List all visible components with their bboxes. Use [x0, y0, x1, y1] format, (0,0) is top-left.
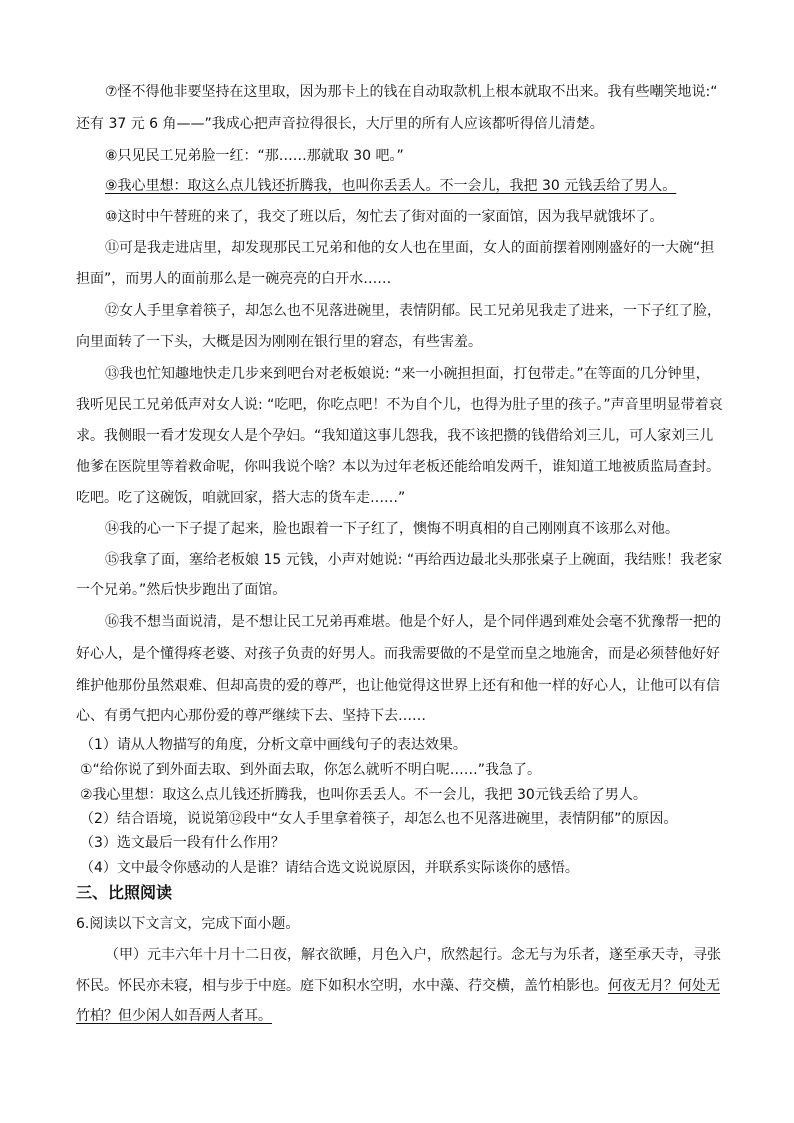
paragraph-13-line-3: 求。我侧眼一看才发现女人是个孕妇。“我知道这事儿怨我，我不该把攒的钱借给刘三儿，可人家刘三儿 [76, 428, 714, 444]
paragraph-13-line-5: 吃吧。吃了这碗饭，咱就回家，搭大志的货车走……” [76, 490, 406, 506]
classical-text-line-1: （甲）元丰六年十月十二日夜，解衣欲睡，月色入户，欣然起行。念无与为乐者，遂至承天寺，寻张 [105, 947, 721, 963]
classical-text-line-3-underlined: 竹柏？但少闲人如吾两人者耳。 [76, 1008, 272, 1024]
question-3: （3）选文最后一段有什么作用？ [80, 835, 285, 851]
paragraph-9-underlined: ⑨我心里想：取这么点儿钱还折腾我，也叫你丢丢人。不一会儿，我把 30 元钱丢给了男人。 [105, 178, 677, 194]
paragraph-12-line-2: 向里面转了一下头，大概是因为刚刚在银行里的窘态，有些害羞。 [76, 334, 482, 350]
paragraph-12-line-1: ⑫女人手里拿着筷子，却怎么也不见落进碗里，表情阴郁。民工兄弟见我走了进来，一下子红了脸， [105, 303, 721, 319]
paragraph-7-line-1: ⑦怪不得他非要坚持在这里取，因为那卡上的钱在自动取款机上根本就取不出来。我有些嘲笑地说:“ [105, 84, 718, 100]
paragraph-11-line-2: 担面”，而男人的面前那么是一碗亮亮的白开水…… [76, 271, 392, 287]
paragraph-16-line-4: 心、有勇气把内心那份爱的尊严继续下去、坚持下去…… [76, 708, 426, 724]
paragraph-11-line-1: ⑪可是我走进店里，却发现那民工兄弟和他的女人也在里面，女人的面前摆着刚刚盛好的一大碗“担 [105, 240, 715, 256]
question-1-item-1: ①“给你说了到外面去取、到外面去取，你怎么就听不明白呢……”我急了。 [80, 762, 542, 778]
paragraph-13-line-1: ⑬我也忙知趣地快走几步来到吧台对老板娘说: “来一小碗担担面，打包带走。”在等面的几分钟里， [105, 366, 710, 382]
paragraph-16-line-2: 好心人，是个懂得疼老婆、对孩子负责的好男人。而我需要做的不是堂而皇之地施舍，而是必须替他好好 [76, 646, 720, 662]
paragraph-13-line-2: 我听见民工兄弟低声对女人说: “吃吧，你吃点吧！不为自个儿，也得为肚子里的孩子。”声音里明显带着哀 [76, 397, 723, 413]
question-2: （2）结合语境，说说第⑫段中“女人手里拿着筷子，却怎么也不见落进碗里，表情阴郁”的原因。 [80, 811, 678, 827]
question-1-item-2: ②我心里想：取这么点儿钱还折腾我，也叫你丢丢人。不一会儿，我把 30元钱丢给了男人。 [80, 787, 647, 803]
paragraph-7-line-2: 还有 37 元 6 角——”我成心把声音拉得很长，大厅里的所有人应该都听得倍儿清楚。 [76, 116, 604, 132]
classical-text-line-2-plain: 怀民。怀民亦未寝，相与步于中庭。庭下如积水空明，水中藻、荇交横，盖竹柏影也。 [76, 978, 608, 994]
paragraph-16-line-1: ⑯我不想当面说清，是不想让民工兄弟再难堪。他是个好人，是个同伴遇到难处会毫不犹豫帮一把的 [105, 614, 721, 630]
paragraph-15-line-2: 一个兄弟。”然后快步跑出了面馆。 [76, 582, 287, 598]
paragraph-13-line-4: 他爹在医院里等着救命呢，你叫我说个啥？本以为过年老板还能给咱发两千，谁知道工地被质监局查封。 [76, 459, 720, 475]
classical-text-line-2-underlined: 何夜无月？何处无 [608, 978, 720, 994]
paragraph-16-line-3: 维护他那份虽然艰难、但却高贵的爱的尊严，也让他觉得这世界上还有和他一样的好心人，让他可以有信 [76, 678, 720, 694]
question-1: （1）请从人物描写的角度，分析文章中画线句子的表达效果。 [80, 737, 467, 753]
question-6-intro: 6.阅读以下文言文，完成下面小题。 [76, 916, 300, 932]
paragraph-8: ⑧只见民工兄弟脸一红：“那……那就取 30 吧。” [105, 148, 404, 164]
classical-text-line-2 [76, 976, 720, 996]
paragraph-14: ⑭我的心一下子提了起来，脸也跟着一下子红了，懊悔不明真相的自己刚刚真不该那么对他。 [105, 521, 679, 537]
question-4: （4）文中最令你感动的人是谁？请结合选文说说原因，并联系实际谈你的感悟。 [80, 860, 579, 876]
section-heading: 三、比照阅读 [76, 883, 173, 902]
paragraph-15-line-1: ⑮我拿了面，塞给老板娘 15 元钱，小声对她说: “再给西边最北头那张桌子上碗面，我结账！我老家 [105, 552, 723, 568]
paragraph-10: ⑩这时中午替班的来了，我交了班以后，匆忙去了街对面的一家面馆，因为我早就饿坏了。 [105, 209, 664, 225]
